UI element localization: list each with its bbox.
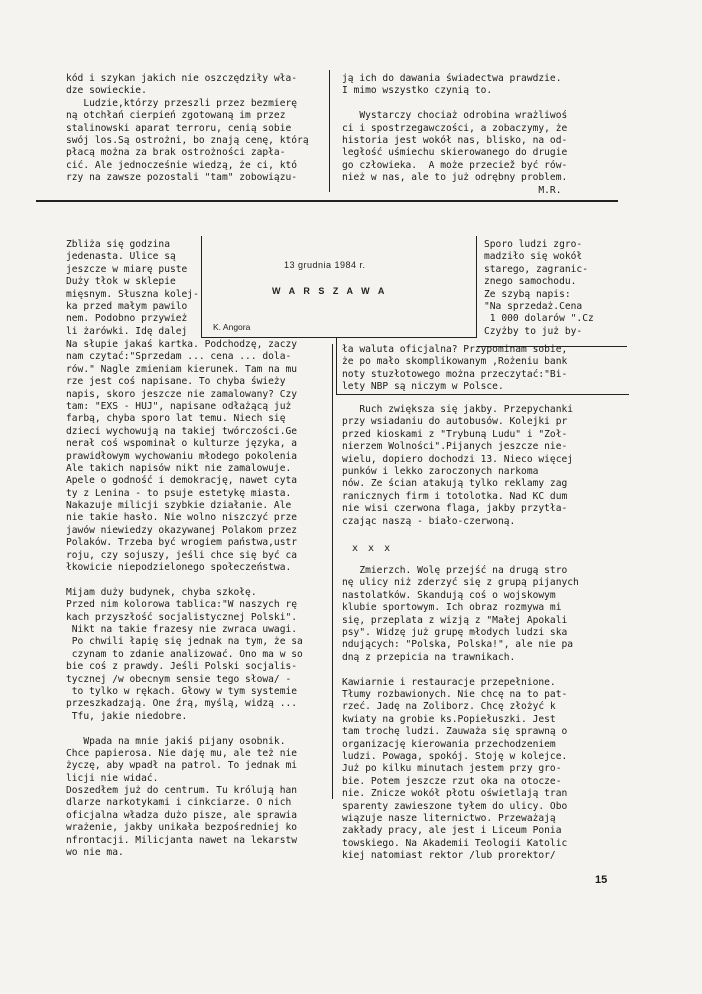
top-section-rule (36, 200, 618, 202)
text-line: ległość uśmiechu skierowanego do drugie (342, 147, 568, 159)
text-line: tam trochę ludzi. Zauważa się sprawną o (342, 726, 568, 738)
text-line: napis, skoro jeszcze nie zamalowany? Czy (66, 388, 298, 400)
text-line: Nikt na takie frazesy nie zwraca uwagi. (66, 623, 298, 635)
text-line (66, 723, 303, 735)
right-column-top-text (342, 344, 567, 394)
text-line: to tylko w rękach. Głowy w tym systemie (66, 685, 298, 697)
text-line: ną otchłań cierpień zgotowaną im przez (66, 110, 286, 122)
text-line: tycznej /w obecnym sensie tego słowa/ - (66, 673, 292, 685)
text-line: Zbliża się godzina (66, 239, 170, 250)
text-line: rze jest coś napisane. To chyba świeży (66, 376, 286, 388)
text-line: bie. Potem jeszcze rzut oka na otocze- (342, 775, 562, 787)
text-line: Mijam duży budynek, chyba szkołę. (66, 586, 257, 598)
text-line: prawidłowym wychowaniu młodego pokolenia (66, 450, 298, 462)
text-line: mięsnym. Słuszna kolej- (66, 288, 199, 300)
top-column-divider (329, 70, 330, 192)
text-line: licji nie widać. (66, 772, 159, 784)
text-line: go człowieka. A może przeciež być rów- (342, 159, 568, 171)
text-line: rów." Nagle zmieniam kierunek. Tam na mu (66, 363, 298, 375)
section-separator: x x x (352, 543, 393, 554)
text-line: Przed nim kolorowa tablica:"W naszych rę (66, 599, 298, 611)
text-line (342, 98, 567, 110)
text-line: Apele o godność i demokrację, nawet cyta (66, 475, 298, 487)
text-line: dlarze narkotykami i cinkciarze. O nich (66, 797, 292, 809)
text-line: oficjalna władza dużo pisze, ale sprawia (66, 809, 298, 821)
text-line: madziło się wokół (484, 251, 583, 263)
text-line: historia jest wokół nas, blisko, na od- (342, 134, 568, 146)
text-line: czynam to zdanie analizować. Ono ma w so (66, 648, 303, 660)
text-line: Kawiarnie i restauracje przepełnione. (342, 676, 556, 688)
text-line: nież w nas, ale to już odrębny problem. (342, 172, 568, 184)
text-line: Ze szybą napis: (484, 288, 571, 300)
text-line: Duży tłok w sklepie (66, 276, 176, 288)
text-line: znego samochodu. (484, 276, 577, 288)
text-line: ją ich do dawania świadectwa prawdzie. (342, 73, 562, 84)
text-line: kód i szykan jakich nie oszczędziły wła- (66, 73, 298, 84)
text-line: nem. Podobno przywież (66, 313, 188, 325)
article-city: W A R S Z A W A (272, 286, 388, 296)
text-line: Chce papierosa. Nie daję mu, ale też nie (66, 747, 298, 759)
text-line: ranicznych firm i totolotka. Nad KC dum (342, 490, 568, 502)
text-line: Nakazuje milicji szybkie działanie. Ale (66, 500, 292, 512)
text-line: dzieci wychowują na takiej twórczości.Ge (66, 425, 298, 437)
text-line: Czyżby to już by- (484, 325, 583, 337)
text-line: kach przyszłość socjalistycznej Polski". (66, 611, 298, 623)
text-line: przy wsiadaniu do autobusów. Kolejki pr (342, 416, 568, 428)
page-number: 15 (595, 874, 608, 886)
text-line: kiej natomiast rektor /lub prorektor/ (342, 850, 556, 862)
text-line: życzę, aby wpadł na patrol. To jednak mi (66, 760, 298, 772)
text-line: wiązuje nasze liternictwo. Przeważają (342, 812, 556, 824)
top-right-column (342, 73, 567, 197)
article-author: K. Angora (213, 322, 251, 332)
text-line: Ludzie,którzy przeszli przez bezmierę (66, 97, 298, 109)
text-line: nie takie hasło. Nie wolno niszczyć prze (66, 512, 298, 524)
right-column-text (342, 404, 579, 862)
text-line: przeszkadzają. One źrą, myślą, widzą ... (66, 698, 298, 710)
text-line: roju, czy sojuszy, jeśli chce się być ca (66, 549, 298, 561)
text-line: nów. Ze ścian atakują tylko reklamy zag (342, 478, 568, 490)
top-left-column (66, 73, 309, 185)
text-line: dną z przepicia na trawnikach. (342, 651, 516, 663)
text-line: się, przeplata z wizją z "Małej Apokali (342, 614, 568, 626)
text-line: Po chwili łapię się jednak na tym, że sa (66, 636, 303, 648)
text-line: nfrontacji. Milicjanta nawet na lekarstw (66, 834, 298, 846)
text-line: ci i spostrzegawczości, a zobaczymy, że (342, 122, 568, 134)
text-line: li żarówki. Idę dalej (66, 325, 188, 337)
article-date: 13 grudnia 1984 r. (284, 260, 366, 270)
text-line: Zmierzch. Wolę przejść na drugą stro (342, 565, 568, 577)
text-line: starego, zagranic- (484, 263, 588, 275)
text-line (66, 574, 303, 586)
text-line: tam: "EXS - HUJ", napisane odłażącą już (66, 400, 292, 412)
text-line: nastolatków. Skandują coś o wojskowym (342, 589, 556, 601)
text-line: towskiego. Na Akademii Teologii Katolic (342, 837, 568, 849)
text-line: Wystarczy chociaż odrobina wrażliwoś (342, 110, 568, 122)
text-line: Już po kilku minutach jestem przy gro- (342, 763, 562, 775)
text-line: rzeć. Jadę na Żoliborz. Chcę złożyć k (342, 701, 556, 713)
text-line: ludzi. Powaga, spokój. Stoję w kolejce. (342, 750, 568, 762)
text-line: wo nie ma. (66, 847, 124, 859)
main-column-divider (332, 344, 333, 799)
text-line: ndujących: "Polska, Polska!", ale nie pa (342, 639, 574, 651)
text-line: Ruch zwiększa się jakby. Przepychanki (342, 404, 574, 415)
text-line (342, 553, 579, 565)
text-line: Doszedłem już do centrum. Tu królują han (66, 785, 298, 797)
text-line: cić. Ale jednocześnie wiedzą, że ci, któ (66, 159, 298, 171)
text-line: ka przed małym pawilo (66, 300, 188, 312)
text-line: 1 000 dolarów ".Cz (484, 313, 594, 325)
text-line: Wpada na mnie jakiś pijany osobnik. (66, 735, 286, 747)
text-line: noty stuzłotowego można przeczytać:"Bi- (342, 368, 568, 380)
text-line: Tfu, jakie niedobre. (66, 710, 188, 722)
text-line: zakłady pracy, ale jest i Liceum Ponia (342, 825, 562, 837)
text-line: rzy na zawsze pozostali "tam" zobowiązu- (66, 172, 298, 184)
text-line: psy". Widzę już grupę młodych ludzi ska (342, 627, 568, 639)
text-line: że po mało skomplikowanym ,Rożeniu bank (342, 356, 568, 368)
text-line: bie coś z prawdy. Jeśli Polski socjalis- (66, 661, 298, 673)
text-line: nie wisi czerwona flaga, jakby przytła- (342, 503, 568, 515)
text-line: nę ulicy niż zderzyć się z grupą pijanych (342, 577, 579, 589)
text-line: stalinowski aparat terroru, cenią sobie (66, 122, 292, 134)
text-line: klubie sportowym. Ich obraz rozmywa mi (342, 602, 562, 614)
text-line: sparenty zawieszone tyłem do ulicy. Obo (342, 800, 568, 812)
text-line: ła waluta oficjalna? Przypominam sobie, (342, 344, 568, 355)
text-line: nerał coś wspominał o kulturze języka, a (66, 438, 298, 450)
left-column-text (66, 339, 303, 859)
text-line: płacą można za brak ostrożności zapła- (66, 147, 286, 159)
text-line: nie. Znicze wokół płotu oświetlają tran (342, 788, 568, 800)
text-line: Na słupie jakaś kartka. Podchodzę, zaczy (66, 339, 298, 350)
text-line: organizację kierowania przechodzeniem (342, 738, 556, 750)
text-line: farbą, chyba sporo lat temu. Niech się (66, 413, 286, 425)
text-line: M.R. (342, 184, 562, 196)
text-line: Polaków. Trzeba być wrogiem państwa,ustr (66, 537, 298, 549)
text-line: Tłumy rozbawionych. Nie chcę na to pat- (342, 688, 568, 700)
text-line: lety NBP są niczym w Polsce. (342, 381, 504, 393)
text-line: wrażenie, jakby unikała bezpośredniej ko (66, 822, 298, 834)
intro-left-text (66, 239, 199, 338)
intro-right-text (484, 239, 594, 338)
text-line: punków i lekko zaroczonych narkoma (342, 465, 539, 477)
text-line: nierzem Wolności".Pijanych jeszcze nie- (342, 441, 568, 453)
text-line: I mimo wszystko czynią to. (342, 85, 493, 97)
text-line: jawów niewiedzy okazywanej Polakom przez (66, 524, 298, 536)
text-line: wielu, dopiero dochodzi 13. Nieco więcej (342, 453, 574, 465)
text-line: "Na sprzedaż.Cena (484, 300, 583, 312)
text-line: nam czytać:"Sprzedam ... cena ... dola- (66, 351, 292, 363)
text-line: jeszcze w miarę puste (66, 263, 188, 275)
text-line: ty z Lenina - to psuje estetykę miasta. (66, 487, 292, 499)
text-line: czając naszą - biało-czerwoną. (342, 515, 516, 527)
text-line: Ale takich napisów nikt nie zamalowuje. (66, 462, 292, 474)
text-line (342, 528, 579, 540)
text-line: Sporo ludzi zgro- (484, 239, 583, 250)
text-line: przed kioskami z "Trybuną Ludu" i "Żoł- (342, 428, 568, 440)
text-line (342, 664, 579, 676)
text-line: dze sowieckie. (66, 85, 147, 97)
text-line: łkowicie niepodzielonego społeczeństwa. (66, 562, 292, 574)
text-line: kwiaty na grobie ks.Popiełuszki. Jest (342, 713, 556, 725)
text-line: jedenasta. Ulice są (66, 251, 176, 263)
text-line: swój los.Są ostrożni, bo znają cenę, którą (66, 134, 309, 146)
